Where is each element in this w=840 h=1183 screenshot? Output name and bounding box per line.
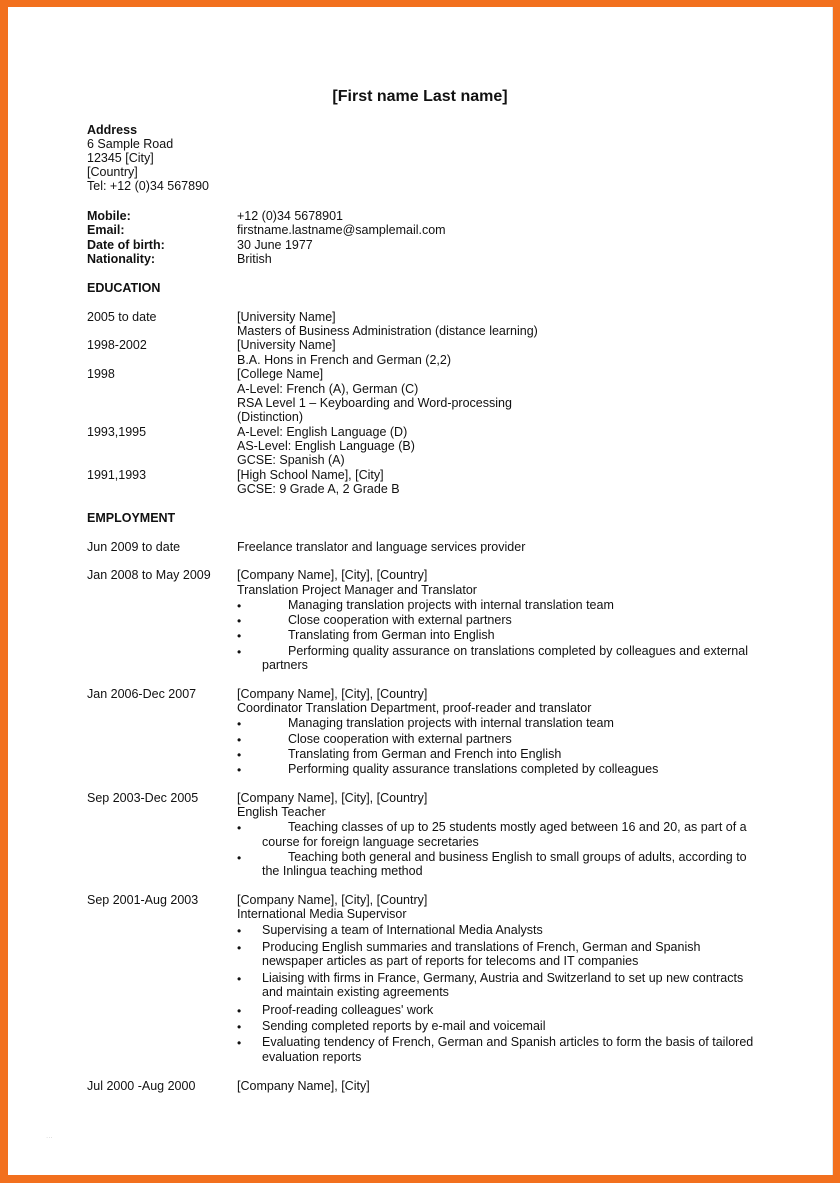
employment-line: Translation Project Manager and Translator xyxy=(237,583,477,597)
faint-mark: ... xyxy=(46,1131,53,1140)
employment-date: Sep 2001-Aug 2003 xyxy=(87,893,199,907)
bullet-icon: • xyxy=(237,599,242,613)
bullet-text: Evaluating tendency of French, German and Spanish articles to form the basis of tailored xyxy=(262,1035,754,1049)
education-line: AS-Level: English Language (B) xyxy=(237,439,415,453)
bullet-icon: • xyxy=(237,1004,242,1018)
bullet-icon: • xyxy=(237,851,242,865)
employment-date: Jan 2006-Dec 2007 xyxy=(87,687,197,701)
education-line: [University Name] xyxy=(237,338,336,352)
bullet-text: Translating from German and French into English xyxy=(288,747,562,761)
employment-date: Jun 2009 to date xyxy=(87,540,181,554)
education-date: 2005 to date xyxy=(87,310,157,324)
employment-date: Jan 2008 to May 2009 xyxy=(87,568,211,582)
bullet-text: Translating from German into English xyxy=(288,628,495,642)
bullet-icon: • xyxy=(237,748,242,762)
bullet-icon: • xyxy=(237,763,242,777)
education-line: RSA Level 1 – Keyboarding and Word-processing xyxy=(237,396,512,410)
bullet-icon: • xyxy=(237,821,242,835)
education-date: 1998 xyxy=(87,367,115,381)
employment-line: [Company Name], [City], [Country] xyxy=(237,893,428,907)
employment-date: Sep 2003-Dec 2005 xyxy=(87,791,199,805)
employment-line: English Teacher xyxy=(237,805,326,819)
contact-value-nationality: British xyxy=(237,252,272,266)
address-heading: Address xyxy=(87,123,138,137)
education-heading: EDUCATION xyxy=(87,281,161,295)
employment-line: International Media Supervisor xyxy=(237,907,407,921)
address-line: [Country] xyxy=(87,165,138,179)
bullet-icon: • xyxy=(237,629,242,643)
employment-line: [Company Name], [City] xyxy=(237,1079,370,1093)
education-line: [High School Name], [City] xyxy=(237,468,384,482)
address-line: 6 Sample Road xyxy=(87,137,174,151)
bullet-icon: • xyxy=(237,733,242,747)
bullet-text: Performing quality assurance on translations completed by colleagues and external xyxy=(288,644,748,658)
bullet-text: Managing translation projects with internal translation team xyxy=(288,716,614,730)
bullet-icon: • xyxy=(237,972,242,986)
employment-line: Coordinator Translation Department, proof-reader and translator xyxy=(237,701,592,715)
bullet-text-cont: and maintain existing agreements xyxy=(262,985,449,999)
education-line: (Distinction) xyxy=(237,410,303,424)
bullet-text-cont: newspaper articles as part of reports for telecoms and IT companies xyxy=(262,954,639,968)
bullet-text: Close cooperation with external partners xyxy=(288,613,512,627)
contact-value-mobile: +12 (0)34 5678901 xyxy=(237,209,343,223)
bullet-text: Performing quality assurance translations completed by colleagues xyxy=(288,762,659,776)
contact-label-email: Email: xyxy=(87,223,125,237)
bullet-icon: • xyxy=(237,924,242,938)
bullet-text: Teaching classes of up to 25 students mostly aged between 16 and 20, as part of a xyxy=(288,820,747,834)
education-date: 1998-2002 xyxy=(87,338,147,352)
education-line: A-Level: French (A), German (C) xyxy=(237,382,419,396)
bullet-icon: • xyxy=(237,614,242,628)
bullet-text-cont: evaluation reports xyxy=(262,1050,362,1064)
bullet-text-cont: course for foreign language secretaries xyxy=(262,835,479,849)
bullet-icon: • xyxy=(237,941,242,955)
bullet-text: Close cooperation with external partners xyxy=(288,732,512,746)
bullet-text: Liaising with firms in France, Germany, Austria and Switzerland to set up new contracts xyxy=(262,971,744,985)
bullet-icon: • xyxy=(237,1020,242,1034)
contact-label-dob: Date of birth: xyxy=(87,238,165,252)
education-line: [University Name] xyxy=(237,310,336,324)
education-line: Masters of Business Administration (distance learning) xyxy=(237,324,538,338)
employment-line: [Company Name], [City], [Country] xyxy=(237,791,428,805)
contact-value-email: firstname.lastname@samplemail.com xyxy=(237,223,446,237)
bullet-text: Supervising a team of International Media Analysts xyxy=(262,923,543,937)
bullet-text-cont: the Inlingua teaching method xyxy=(262,864,423,878)
employment-line: [Company Name], [City], [Country] xyxy=(237,568,428,582)
education-line: A-Level: English Language (D) xyxy=(237,425,408,439)
employment-line: Freelance translator and language services provider xyxy=(237,540,526,554)
employment-line: [Company Name], [City], [Country] xyxy=(237,687,428,701)
contact-label-mobile: Mobile: xyxy=(87,209,131,223)
contact-label-nationality: Nationality: xyxy=(87,252,156,266)
bullet-text: Producing English summaries and translations of French, German and Spanish xyxy=(262,940,701,954)
education-date: 1991,1993 xyxy=(87,468,147,482)
address-line: Tel: +12 (0)34 567890 xyxy=(87,179,209,193)
bullet-text-cont: partners xyxy=(262,658,308,672)
education-line: GCSE: Spanish (A) xyxy=(237,453,345,467)
employment-date: Jul 2000 -Aug 2000 xyxy=(87,1079,196,1093)
page-title: [First name Last name] xyxy=(332,88,508,105)
contact-value-dob: 30 June 1977 xyxy=(237,238,313,252)
education-line: [College Name] xyxy=(237,367,324,381)
bullet-text: Managing translation projects with internal translation team xyxy=(288,598,614,612)
address-line: 12345 [City] xyxy=(87,151,154,165)
education-date: 1993,1995 xyxy=(87,425,147,439)
education-line: GCSE: 9 Grade A, 2 Grade B xyxy=(237,482,400,496)
employment-heading: EMPLOYMENT xyxy=(87,511,176,525)
education-line: B.A. Hons in French and German (2,2) xyxy=(237,353,451,367)
bullet-text: Teaching both general and business English to small groups of adults, according to xyxy=(288,850,747,864)
bullet-text: Proof-reading colleagues' work xyxy=(262,1003,434,1017)
bullet-icon: • xyxy=(237,1036,242,1050)
cv-page xyxy=(8,7,833,1175)
bullet-text: Sending completed reports by e-mail and voicemail xyxy=(262,1019,546,1033)
bullet-icon: • xyxy=(237,645,242,659)
bullet-icon: • xyxy=(237,717,242,731)
